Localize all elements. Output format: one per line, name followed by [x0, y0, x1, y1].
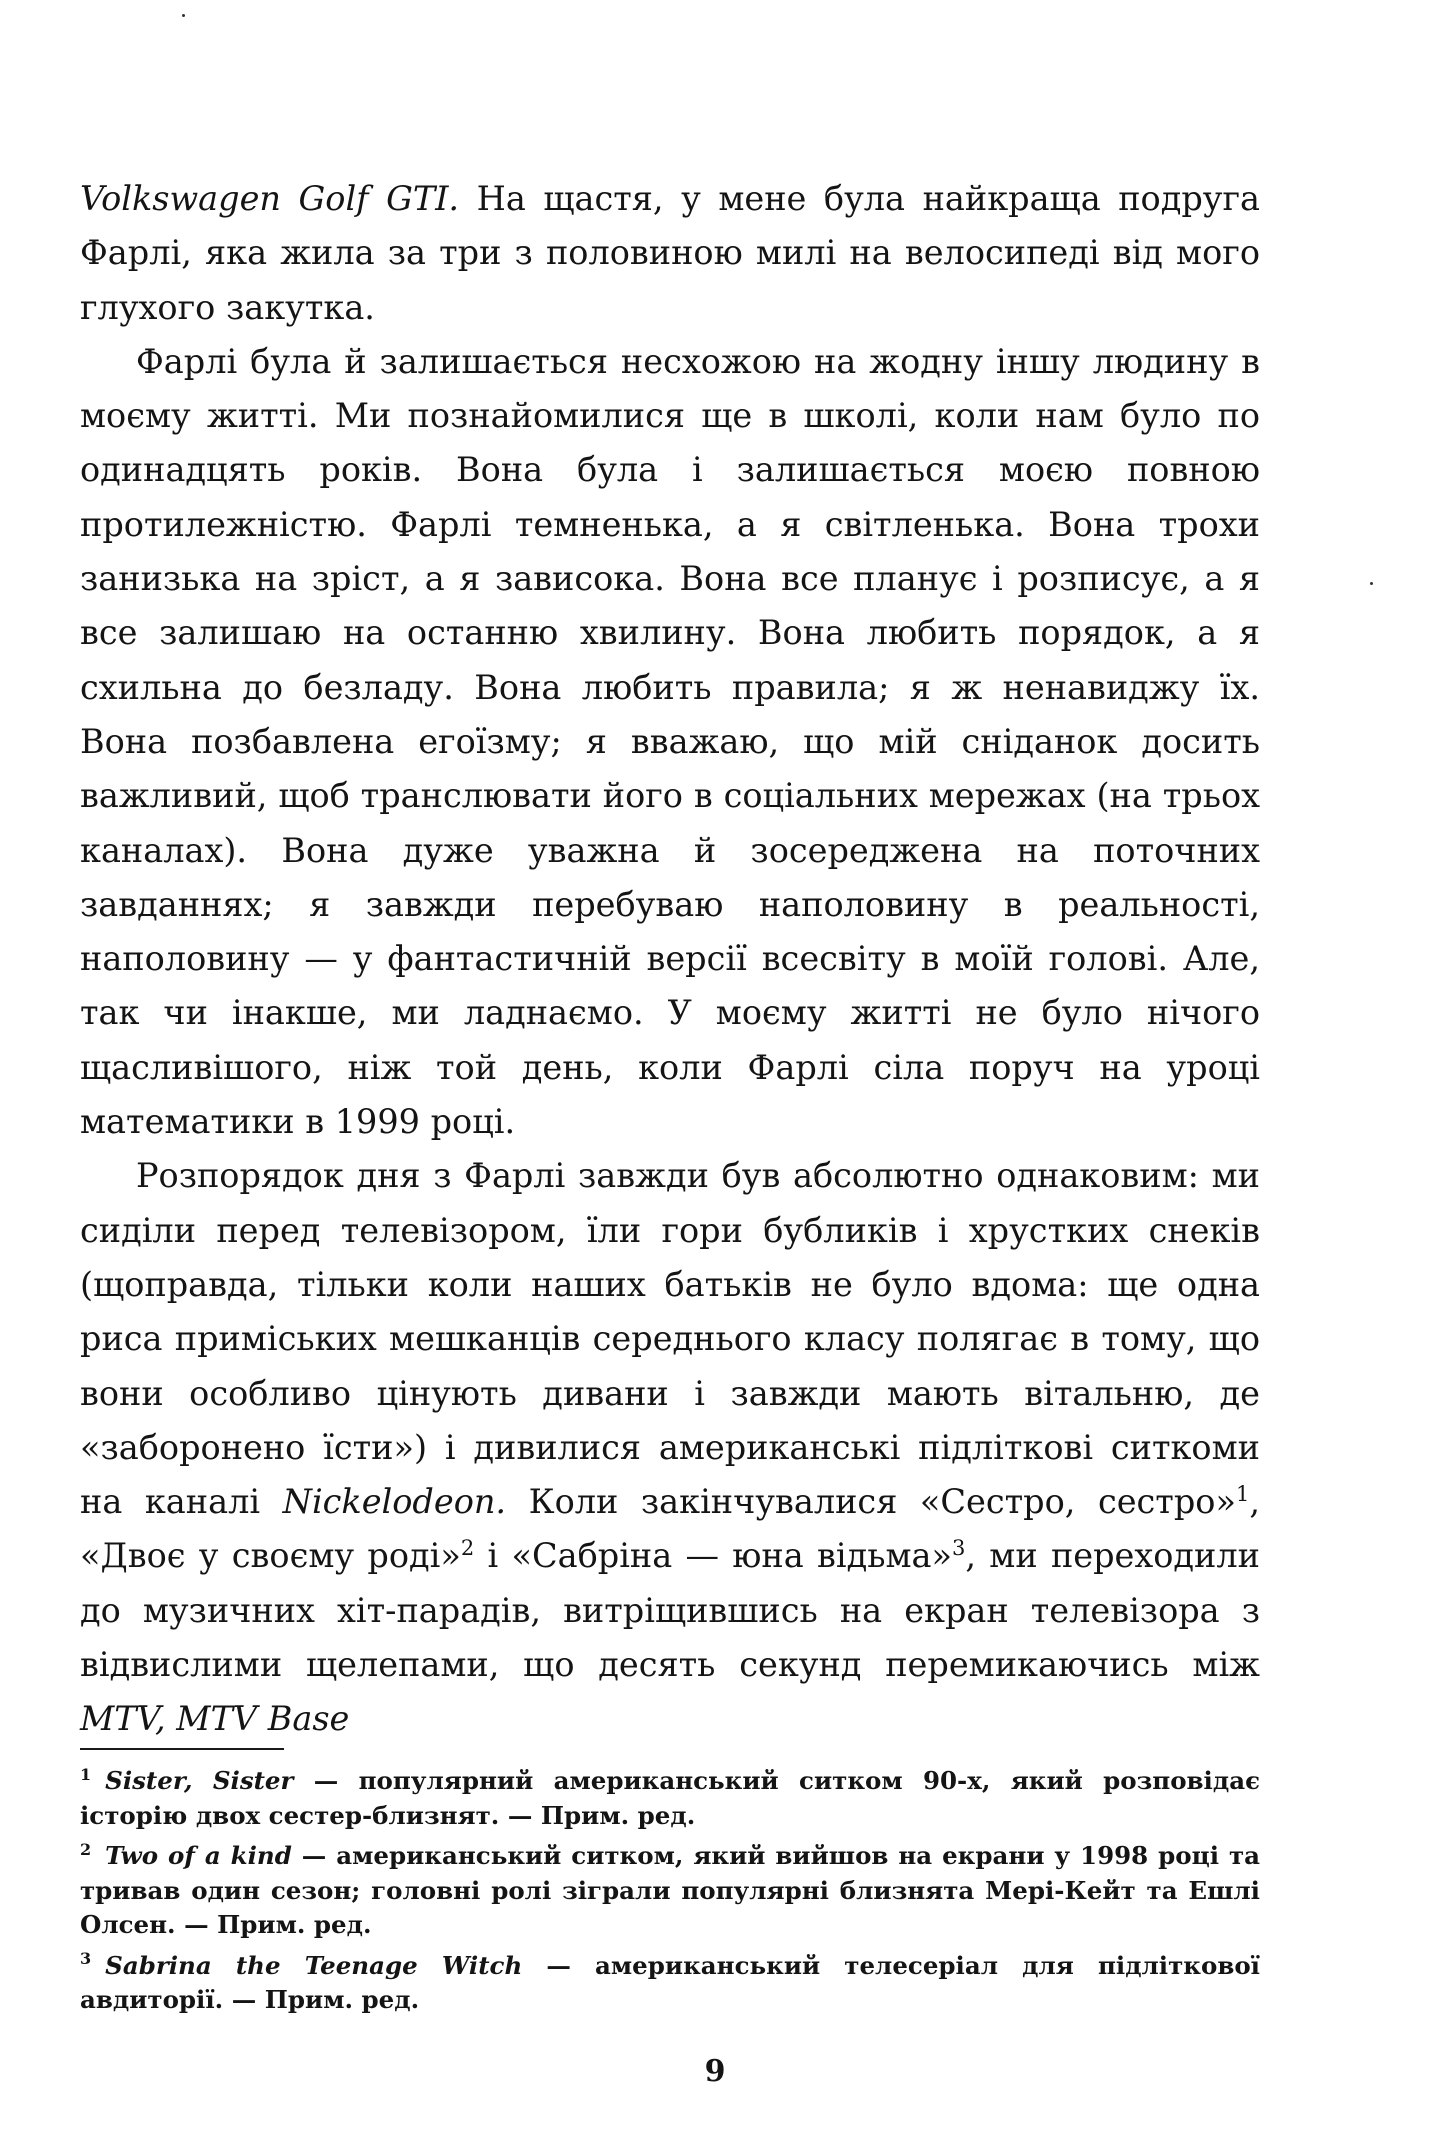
footnote-divider: [80, 1748, 284, 1750]
paragraph-2: [80, 335, 1260, 1149]
footnote-3: 3 Sabrina the Teenage Witch — американський телесеріал для підліткової авдиторії. — Прим. ред.: [80, 1949, 1260, 2014]
paragraph-1-text: На щастя, у мене була найкраща подруга Фарлі, яка жила за три з половиною милі на велосипеді від мого глухого закутка.: [80, 179, 1261, 327]
footnote-2: 2 Two of a kind — американський ситком, який вийшов на екрани у 1998 році та тривав один сезон; головні ролі зіграли популярні близнята Мері-Кейт та Ешлі Олсен. — Прим. ред.: [80, 1839, 1260, 1939]
main-text: [80, 172, 1260, 1747]
footnote-ref-3[interactable]: 3: [951, 1536, 966, 1561]
paragraph-3-part-5: , ми переходили до музичних хіт-парадів, витріщившись на екран телевізора з відвислими щелепами, що десять секунд перемикаючись між: [80, 1536, 1260, 1685]
footnote-1: 1 Sister, Sister — популярний американський ситком 90-х, який розповідає історію двох сестер-близнят. — Прим. ред.: [80, 1764, 1260, 1830]
footnote-3-title: Sabrina the Teenage Witch: [105, 1950, 523, 1980]
footnote-3-text: — американський телесеріал для підліткової авдиторії. — Прим. ред.: [80, 1950, 1260, 2014]
paragraph-3-part-3: , «Двоє у своєму роді»: [80, 1482, 1260, 1576]
page-number: 9: [704, 2054, 726, 2089]
paragraph-2-text: Фарлі була й залишається несхожою на жодну іншу людину в моєму житті. Ми познайомилися ще в школі, коли нам було по одинадцять років. Вона була і залишається моєю повною протилежністю. Фарлі темненька, а я світленька. Вона трохи занизька на зріст, а я зависока. Вона все планує і розписує, а я все залишаю на останню хвилину. Вона любить порядок, а я схильна до безладу. Вона любить правила; я ж ненавиджу їх. Вона позбавлена егоїзму; я вважаю, що мій сніданок досить важливий, щоб транслювати його в соціальних мережах (на трьох каналах). Вона дуже уважна й зосереджена на поточних завданнях; я завжди перебуваю наполовину в реальності, наполовину — у фантастичній версії всесвіту в моїй голові. Але, так чи інакше, ми ладнаємо. У моєму житті не було нічого щасливішого, ніж той день, коли Фарлі сіла поруч на уроці математики в 1999 році.: [80, 341, 1260, 1142]
footnote-1-text: — популярний американський ситком 90-х, який розповідає історію двох сестер-близнят. — Прим. ред.: [80, 1766, 1260, 1830]
scan-speck: [1370, 582, 1373, 585]
car-model-italic: Volkswagen Golf GTI.: [80, 179, 460, 218]
paragraph-3-part-2: Коли закінчувалися «Сестро, сестро»: [506, 1482, 1236, 1522]
paragraph-3-part-1: Розпорядок дня з Фарлі завжди був абсолютно однаковим: ми сиділи перед телевізором, їли гори бубликів і хрустких снеків (щоправда, тільки коли наших батьків не було вдома: ще одна риса приміських мешканців середнього класу полягає в тому, що вони особливо цінують дивани і завжди мають вітальню, де «заборонено їсти») і дивилися американські підліткові ситкоми на каналі: [80, 1156, 1260, 1522]
paragraph-3: [80, 1149, 1260, 1746]
channels-italic: MTV, MTV Base: [80, 1699, 350, 1739]
paragraph-3-part-4: і «Сабріна — юна відьма»: [474, 1536, 952, 1576]
paragraph-1: [80, 172, 1260, 335]
footnote-2-title: Two of a kind: [105, 1841, 292, 1870]
footnotes: [80, 1764, 1260, 2024]
scan-speck: [182, 14, 185, 17]
footnote-ref-1[interactable]: 1: [1235, 1481, 1250, 1506]
footnote-ref-2[interactable]: 2: [460, 1536, 475, 1561]
channel-name-italic: Nickelodeon.: [282, 1482, 507, 1522]
footnote-1-title: Sister, Sister: [105, 1766, 294, 1795]
footnote-2-text: — американський ситком, який вийшов на екрани у 1998 році та тривав один сезон; головні ролі зіграли популярні близнята Мері-Кейт та Ешлі Олсен. — Прим. ред.: [80, 1841, 1260, 1939]
